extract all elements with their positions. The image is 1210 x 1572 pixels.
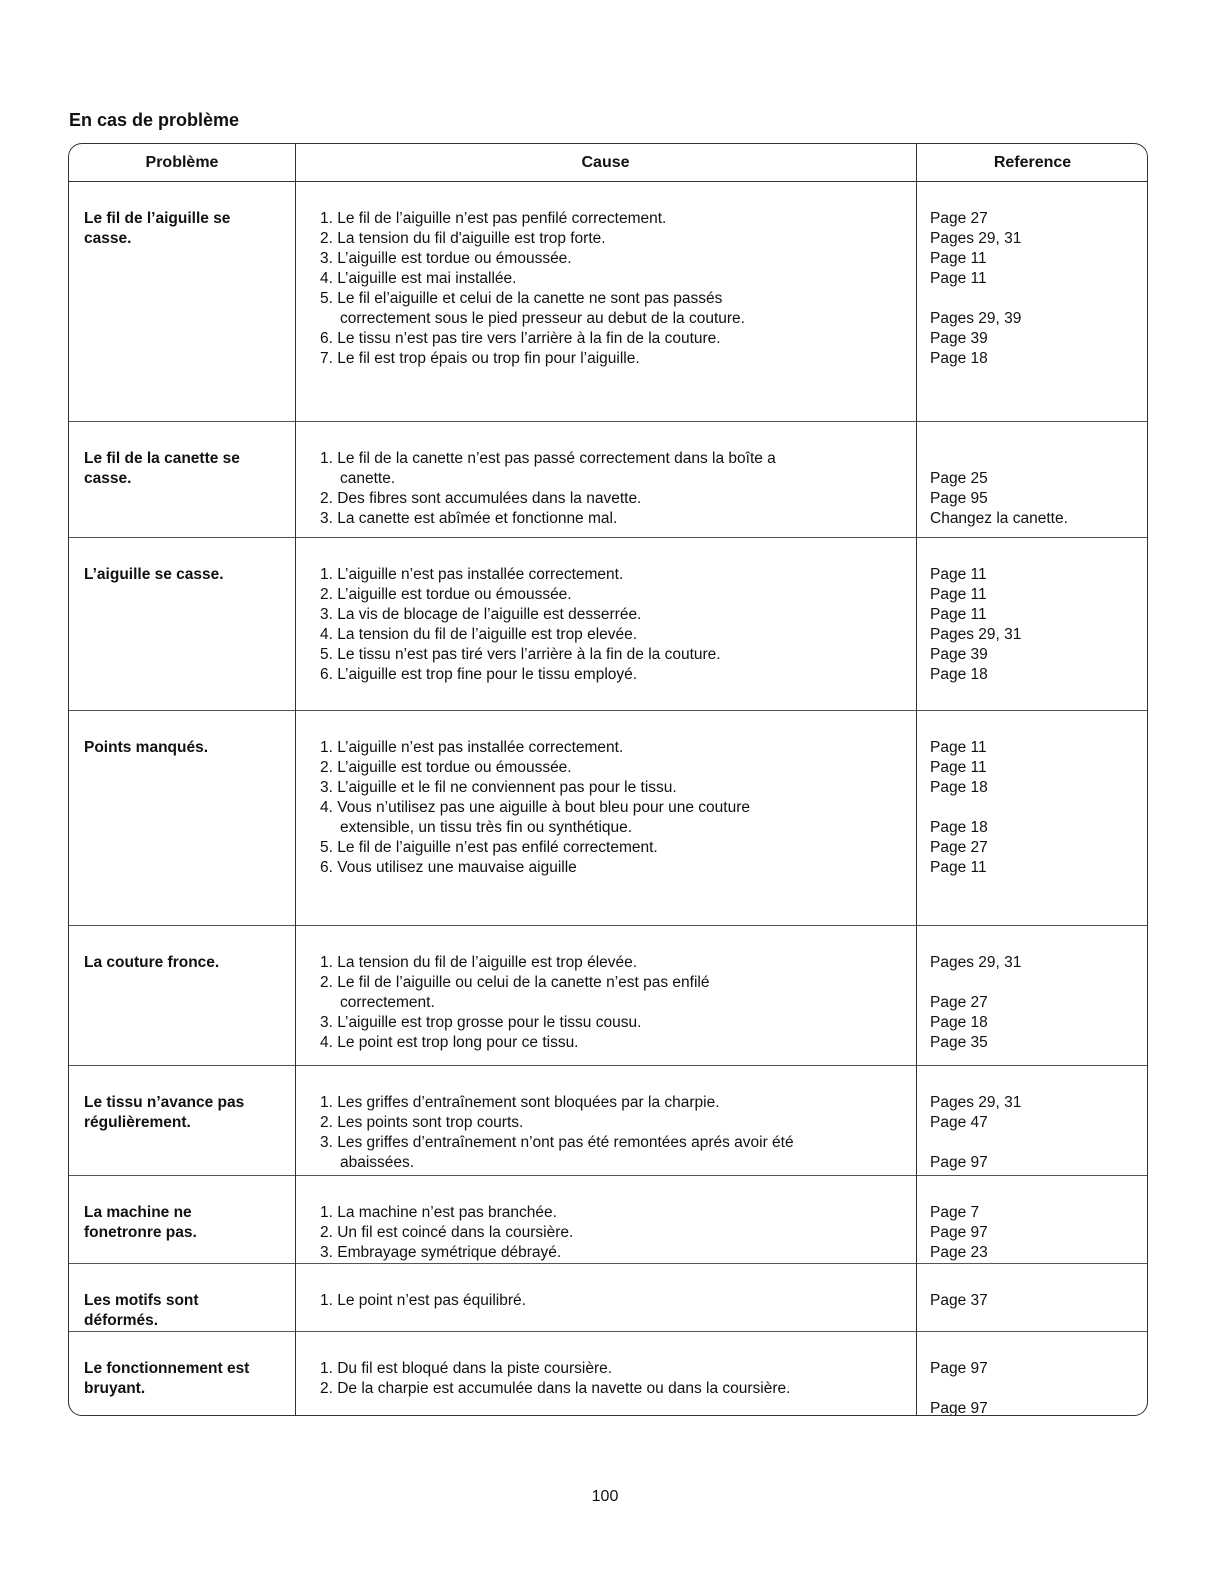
cause-line: 2. Un fil est coincé dans la coursière. bbox=[320, 1224, 574, 1241]
problem-line: La couture fronce. bbox=[84, 954, 220, 971]
cause-line: correctement. bbox=[340, 994, 435, 1011]
problem-line: déformés. bbox=[84, 1312, 159, 1329]
problem-line: Le fil de la canette se bbox=[84, 450, 240, 467]
cause-line: 5. Le fil de l’aiguille n’est pas enfilé correctement. bbox=[320, 839, 658, 856]
cause-line: 2. La tension du fil d'aiguille est trop forte. bbox=[320, 230, 606, 247]
reference-line: Page 7 bbox=[930, 1204, 980, 1221]
cause-line: 1. Le point n’est pas équilibré. bbox=[320, 1292, 526, 1309]
cause-cell bbox=[320, 449, 910, 529]
reference-line bbox=[930, 449, 1140, 469]
reference-line: Pages 29, 31 bbox=[930, 954, 1022, 971]
cause-cell bbox=[320, 1359, 910, 1399]
reference-line bbox=[930, 973, 1140, 993]
header-reference: Reference bbox=[993, 154, 1072, 171]
cause-line: extensible, un tissu très fin ou synthétique. bbox=[340, 819, 633, 836]
table-row bbox=[69, 1331, 1147, 1416]
reference-line: Page 11 bbox=[930, 739, 987, 756]
reference-cell bbox=[930, 953, 1140, 1053]
problem-cell bbox=[84, 738, 284, 758]
reference-line: Pages 29, 31 bbox=[930, 230, 1022, 247]
cause-line: correctement sous le pied presseur au debut de la couture. bbox=[340, 310, 745, 327]
reference-line: Page 27 bbox=[930, 210, 988, 227]
cause-line: 4. L’aiguille est mai installée. bbox=[320, 270, 517, 287]
reference-line: Page 11 bbox=[930, 566, 987, 583]
cause-line: 1. L’aiguille n’est pas installée correctement. bbox=[320, 739, 624, 756]
cause-cell bbox=[320, 1093, 910, 1173]
table-row bbox=[69, 710, 1147, 925]
table-row bbox=[69, 182, 1147, 421]
reference-line: Page 97 bbox=[930, 1400, 988, 1416]
cause-line: 3. Embrayage symétrique débrayé. bbox=[320, 1244, 562, 1261]
problem-line: casse. bbox=[84, 230, 132, 247]
cause-line: 1. La tension du fil de l’aiguille est trop élevée. bbox=[320, 954, 638, 971]
table-header bbox=[69, 144, 1147, 182]
reference-line: Page 11 bbox=[930, 759, 987, 776]
cause-line: 3. La vis de blocage de l’aiguille est desserrée. bbox=[320, 606, 642, 623]
column-divider bbox=[916, 144, 917, 1415]
cause-line: 3. La canette est abîmée et fonctionne mal. bbox=[320, 510, 618, 527]
reference-cell bbox=[930, 738, 1140, 878]
reference-cell bbox=[930, 1359, 1140, 1416]
problem-line: Points manqués. bbox=[84, 739, 209, 756]
cause-cell bbox=[320, 953, 910, 1053]
cause-cell bbox=[320, 1203, 910, 1263]
reference-line: Page 11 bbox=[930, 270, 987, 287]
reference-cell bbox=[930, 1093, 1140, 1173]
cause-line: 4. Vous n’utilisez pas une aiguille à bout bleu pour une couture bbox=[320, 799, 750, 816]
cause-line: 2. L’aiguille est tordue ou émoussée. bbox=[320, 759, 572, 776]
cause-line: 1. Les griffes d’entraînement sont bloquées par la charpie. bbox=[320, 1094, 720, 1111]
cause-line: 3. L’aiguille et le fil ne conviennent pas pour le tissu. bbox=[320, 779, 677, 796]
cause-line: 4. Le point est trop long pour ce tissu. bbox=[320, 1034, 579, 1051]
header-cause: Cause bbox=[581, 154, 630, 171]
problem-cell bbox=[84, 1291, 284, 1331]
cause-line: 1. Le fil de la canette n’est pas passé correctement dans la boîte a bbox=[320, 450, 776, 467]
cause-line: 6. L’aiguille est trop fine pour le tissu employé. bbox=[320, 666, 638, 683]
reference-line: Page 47 bbox=[930, 1114, 988, 1131]
problem-line: Le fonctionnement est bbox=[84, 1360, 250, 1377]
reference-line: Page 39 bbox=[930, 330, 988, 347]
reference-cell bbox=[930, 1203, 1140, 1263]
problem-line: fonetronre pas. bbox=[84, 1224, 197, 1241]
reference-line: Page 97 bbox=[930, 1224, 988, 1241]
reference-line: Page 25 bbox=[930, 470, 988, 487]
problem-line: L’aiguille se casse. bbox=[84, 566, 224, 583]
page-number: 100 bbox=[591, 1488, 619, 1505]
reference-line: Page 11 bbox=[930, 606, 987, 623]
page-title: En cas de problème bbox=[69, 110, 240, 130]
problem-cell bbox=[84, 449, 284, 489]
table-row bbox=[69, 537, 1147, 710]
problem-line: Le fil de l’aiguille se bbox=[84, 210, 231, 227]
cause-line: 1. Du fil est bloqué dans la piste coursière. bbox=[320, 1360, 613, 1377]
cause-line: 6. Vous utilisez une mauvaise aiguille bbox=[320, 859, 577, 876]
reference-cell bbox=[930, 1291, 1140, 1311]
table-row bbox=[69, 925, 1147, 1065]
reference-line bbox=[930, 798, 1140, 818]
problem-line: Le tissu n’avance pas bbox=[84, 1094, 245, 1111]
table-row bbox=[69, 1175, 1147, 1263]
reference-line bbox=[930, 1133, 1140, 1153]
reference-line: Page 23 bbox=[930, 1244, 988, 1261]
reference-line: Page 18 bbox=[930, 666, 988, 683]
cause-line: 1. Le fil de l’aiguille n’est pas penfilé correctement. bbox=[320, 210, 667, 227]
reference-line: Page 37 bbox=[930, 1292, 988, 1309]
cause-line: 2. L’aiguille est tordue ou émoussée. bbox=[320, 586, 572, 603]
problem-line: bruyant. bbox=[84, 1380, 146, 1397]
reference-line bbox=[930, 1379, 1140, 1399]
cause-line: canette. bbox=[340, 470, 396, 487]
cause-line: abaissées. bbox=[340, 1154, 415, 1171]
problem-cell bbox=[84, 1093, 284, 1133]
cause-line: 2. Les points sont trop courts. bbox=[320, 1114, 524, 1131]
cause-cell bbox=[320, 209, 910, 369]
reference-line: Page 18 bbox=[930, 1014, 988, 1031]
problem-line: casse. bbox=[84, 470, 132, 487]
cause-line: 2. Des fibres sont accumulées dans la navette. bbox=[320, 490, 642, 507]
problem-line: régulièrement. bbox=[84, 1114, 191, 1131]
problem-cell bbox=[84, 1359, 284, 1399]
cause-line: 4. La tension du fil de l’aiguille est trop elevée. bbox=[320, 626, 638, 643]
reference-line: Page 97 bbox=[930, 1154, 988, 1171]
reference-line: Pages 29, 39 bbox=[930, 310, 1022, 327]
reference-line bbox=[930, 289, 1140, 309]
reference-line: Page 27 bbox=[930, 839, 988, 856]
reference-cell bbox=[930, 209, 1140, 369]
table-row bbox=[69, 421, 1147, 537]
reference-cell bbox=[930, 449, 1140, 529]
column-divider bbox=[295, 144, 296, 1415]
cause-cell bbox=[320, 565, 910, 685]
table-row bbox=[69, 1065, 1147, 1175]
cause-cell bbox=[320, 1291, 910, 1311]
cause-line: 5. Le fil el’aiguille et celui de la canette ne sont pas passés bbox=[320, 290, 723, 307]
reference-line: Pages 29, 31 bbox=[930, 626, 1022, 643]
problem-cell bbox=[84, 1203, 284, 1243]
reference-line: Page 11 bbox=[930, 859, 987, 876]
header-problem: Problème bbox=[145, 154, 219, 171]
cause-line: 3. Les griffes d’entraînement n’ont pas été remontées aprés avoir été bbox=[320, 1134, 794, 1151]
reference-line: Page 18 bbox=[930, 819, 988, 836]
cause-line: 2. Le fil de l’aiguille ou celui de la canette n’est pas enfilé bbox=[320, 974, 710, 991]
cause-line: 7. Le fil est trop épais ou trop fin pour l’aiguille. bbox=[320, 350, 640, 367]
reference-line: Page 18 bbox=[930, 779, 988, 796]
problem-cell bbox=[84, 209, 284, 249]
table-row bbox=[69, 1263, 1147, 1331]
reference-line: Page 95 bbox=[930, 490, 988, 507]
reference-line: Page 35 bbox=[930, 1034, 988, 1051]
cause-line: 3. L’aiguille est tordue ou émoussée. bbox=[320, 250, 572, 267]
cause-line: 6. Le tissu n’est pas tire vers l’arrière à la fin de la couture. bbox=[320, 330, 721, 347]
cause-line: 2. De la charpie est accumulée dans la navette ou dans la coursière. bbox=[320, 1380, 791, 1397]
cause-line: 1. La machine n’est pas branchée. bbox=[320, 1204, 557, 1221]
cause-line: 5. Le tissu n’est pas tiré vers l’arrière à la fin de la couture. bbox=[320, 646, 721, 663]
problem-cell bbox=[84, 953, 284, 973]
reference-line: Page 11 bbox=[930, 586, 987, 603]
problem-cell bbox=[84, 565, 284, 585]
problem-line: La machine ne bbox=[84, 1204, 192, 1221]
reference-line: Page 39 bbox=[930, 646, 988, 663]
cause-line: 1. L’aiguille n’est pas installée correctement. bbox=[320, 566, 624, 583]
troubleshooting-table bbox=[68, 143, 1148, 1416]
reference-line: Page 18 bbox=[930, 350, 988, 367]
cause-line: 3. L’aiguille est trop grosse pour le tissu cousu. bbox=[320, 1014, 642, 1031]
reference-line: Page 11 bbox=[930, 250, 987, 267]
reference-cell bbox=[930, 565, 1140, 685]
cause-cell bbox=[320, 738, 910, 878]
reference-line: Pages 29, 31 bbox=[930, 1094, 1022, 1111]
reference-line: Page 27 bbox=[930, 994, 988, 1011]
problem-line: Les motifs sont bbox=[84, 1292, 199, 1309]
reference-line: Page 97 bbox=[930, 1360, 988, 1377]
reference-line: Changez la canette. bbox=[930, 510, 1068, 527]
